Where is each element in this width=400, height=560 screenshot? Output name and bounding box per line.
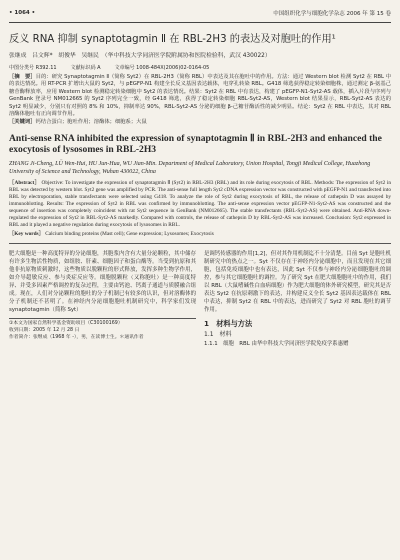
keywords-cn xyxy=(9,119,391,126)
abstract-label-cn: ［摘 要］ xyxy=(9,74,36,80)
running-header xyxy=(9,6,391,23)
footnotes xyxy=(9,318,196,341)
abstract-label-en: ［Abstract］ xyxy=(9,179,40,186)
footnote: 作者简介：张继成（1968 年 -），男，在读博士生。＊通讯作者 xyxy=(9,334,144,340)
keywords-label-en: ［Key words］ xyxy=(9,230,44,237)
keywords-en xyxy=(9,231,391,238)
body-paragraph-left: 肥大细胞是一种高度特异的分泌细胞，其胞浆内含有大量分泌颗粒，其中储存有许多生物活性物质，如组胺、肝素、细胞因子和蛋白酶等。当受到抗原和其他非抗原物质刺激时，这些物质以脱颗粒的形式释放，发挥多种生物学作用，如介导超敏反应、参与炎症反应等。细胞脱颗粒（又称胞吐）是一种高度特异、并受多因素严格调控的复杂过程，主要由钙池、钙离子通道与质膜融合组成。现在，人们对分泌颗粒的胞吐的分子机制已有较多的认识，但对溶酶体的分子机制还不甚明了。在神经内分泌细胞胞吐机制研究中，科学家们发现 synaptotagmin（简称 Syt） xyxy=(9,250,196,314)
divider xyxy=(9,243,391,244)
english-authors: ZHANG Ji-Cheng, LÜ Wen-Hui, HU Jun-Hua, WU Jian-Min. Department of Medical Laboratory, Union Hospital, Tongji Medical College, Huazhong University of Science and Technology, Wuhan 430022, China xyxy=(9,160,371,175)
english-abstract xyxy=(9,180,391,238)
keywords-text-cn: 钙结合蛋白；胞吐作用；溶酶体；细胞系；大鼠 xyxy=(35,119,147,126)
section-heading: 1 材料与方法 xyxy=(204,319,253,329)
document-code: 文献标识码 A xyxy=(70,65,101,71)
footnote: ①本文为国家自然科学基金资助项目（C30100169） xyxy=(9,321,123,327)
body-right-column xyxy=(204,250,391,348)
chinese-title: 反义 RNA 抑制 synaptotagmin Ⅱ 在 RBL-2H3 的表达及对胞吐的作用¹ xyxy=(9,34,336,45)
body-columns xyxy=(9,250,391,348)
article-number: 文章编号 1008-484X(2006)02-0164-05 xyxy=(114,65,210,71)
chinese-authors: 张继成 吕文辉* 胡俊华 吴继民 （华中科技大学同济医学院附属协和医院检验科，武汉 430022） xyxy=(9,53,271,59)
subsection-text: 1.1.1 细胞 RBL 由华中科技大学同济医学院免疫学系惠赠 xyxy=(204,340,349,347)
article-meta xyxy=(9,64,391,71)
subsection-heading: 1.1 材料 xyxy=(204,331,232,339)
body-left-column xyxy=(9,250,196,348)
footnote: 收到日期：2005 年 12 月 28 日 xyxy=(9,327,80,333)
page-number: • 1064 • xyxy=(9,10,36,16)
english-title: Anti-sense RNA inhibited the expression of synaptotagmin Ⅱ in RBL-2H3 and enhanced the exocytosis of lysosomes in RBL-2H3 xyxy=(9,132,382,156)
abstract-text-en: Objective: To investigate the expression of synaptotagmin Ⅱ (Syt2) in RBL-2H3 (RBL) and its role during exocytosis of RBL. Methods: The expression of Syt2 in RBL was detected by western blot. Syt2 gene was amplified by PCR. The anti-sense full length Syt2 cDNA expression vector was constructed with pEGFP-N1 and transfected into RBL by electroporation, stable transfectants were selected using G418. To analyze the role of Syt2 during exocytosis of RBL, the release of cathepsin D was assayed by immunoblotting. Results: The expression of Syt2 in RBL was confirmed by immunoblotting. The anti-sense expression vector pEGFP-N1-Syt2-AS was constructed and the sequence of insertion was completely coincident with rat Syt2 sequence in GenBank (NM012665). The stable transfectants (RBL-Syt2-AS) were obtained. Anti-RNA down-regulated the expression of Syt2 in RBL-Syt2-AS markedly. Compared with controls, the release of cathepsin D by RBL-Syt2-AS was increased. Conclusion: Syt2 expressed in RBL and it played a negative regulation during exocytosis of lysosomes in RBL. xyxy=(9,179,391,229)
chinese-abstract xyxy=(9,74,391,127)
clc-number: 中图分类号 R392.11 xyxy=(9,65,57,71)
journal-name: 中国组织化学与细胞化学杂志 2006 年 第 15 卷 xyxy=(273,11,391,17)
keywords-label-cn: ［关键词］ xyxy=(9,119,36,126)
abstract-text-cn: 目的：研究 Synaptotagmin Ⅱ（简称 Syt2）在 RBL-2H3（简称 RBL）中表达及其在胞吐中的作用。方法：通过 Western blot 检测 Syt2 在 RBL 中的表达情况。用 RT-PCR 扩增出大鼠的 Syt2，与 pEGFP-N1 构建全长反义基因表达载体，电穿孔转染 RBL。G418 筛选获得稳定转染细胞株，通过测定 β-氨基己糖苷酶释放率，应用 Western blot 检测稳定转染细胞中 Syt2 的表达情况。结果：Syt2 在 RBL 中有表达，构建了 pEGFP-N1-Syt2-AS 载体，插入片段与序列与 GenBank 登录号 NM012665 的 Syt2 序列完全一致，经 G418 筛选，获得了稳定转染细胞 RBL-Syt2-AS，Western blot 结果显示，RBL-Syt2-AS 表达的 Syt2 明显减少，分别只有对照的 8% 和 10%，抑制率达 90%，RBL-Syt2-AS 分泌的细胞 β-己糖苷酶活性的减少明显。结论：Syt2 在 RBL 中表达，其对 RBL 溶酶体胞吐有正向调节作用。 xyxy=(9,74,391,118)
body-paragraph-right: 是调钙传感器的作用[1,2]，但对其作用机制迄不十分清楚。目前 Syt 是胞吐机制研究中的热点之一。Syt 不仅存在于神经内分泌细胞中，而且发现在其它细胞，包括免疫细胞中也有表达，因此 Syt 不仅参与神经内分泌细胞胞吐的调控，参与其它细胞胞吐的调控。为了研究 Syt 在肥大细胞胞吐中的作用，我们以 RBL（大鼠嗜碱性白血病细胞）作为肥大细胞的体外研究模型，研究其是否表达 Syt2 在抗原刺激下的表达，并构建反义全长 Syt2 基因表达载体在 RBL 中表达，抑制 Syt2 在 RBL 中的表达，进而研究了 Syt2 对 RBL 胞吐的调节作用。 xyxy=(204,250,391,314)
keywords-text-en: Calcium binding proteins (Mast cell); Gene expression; Lysosomes; Exocytosis xyxy=(45,230,214,237)
